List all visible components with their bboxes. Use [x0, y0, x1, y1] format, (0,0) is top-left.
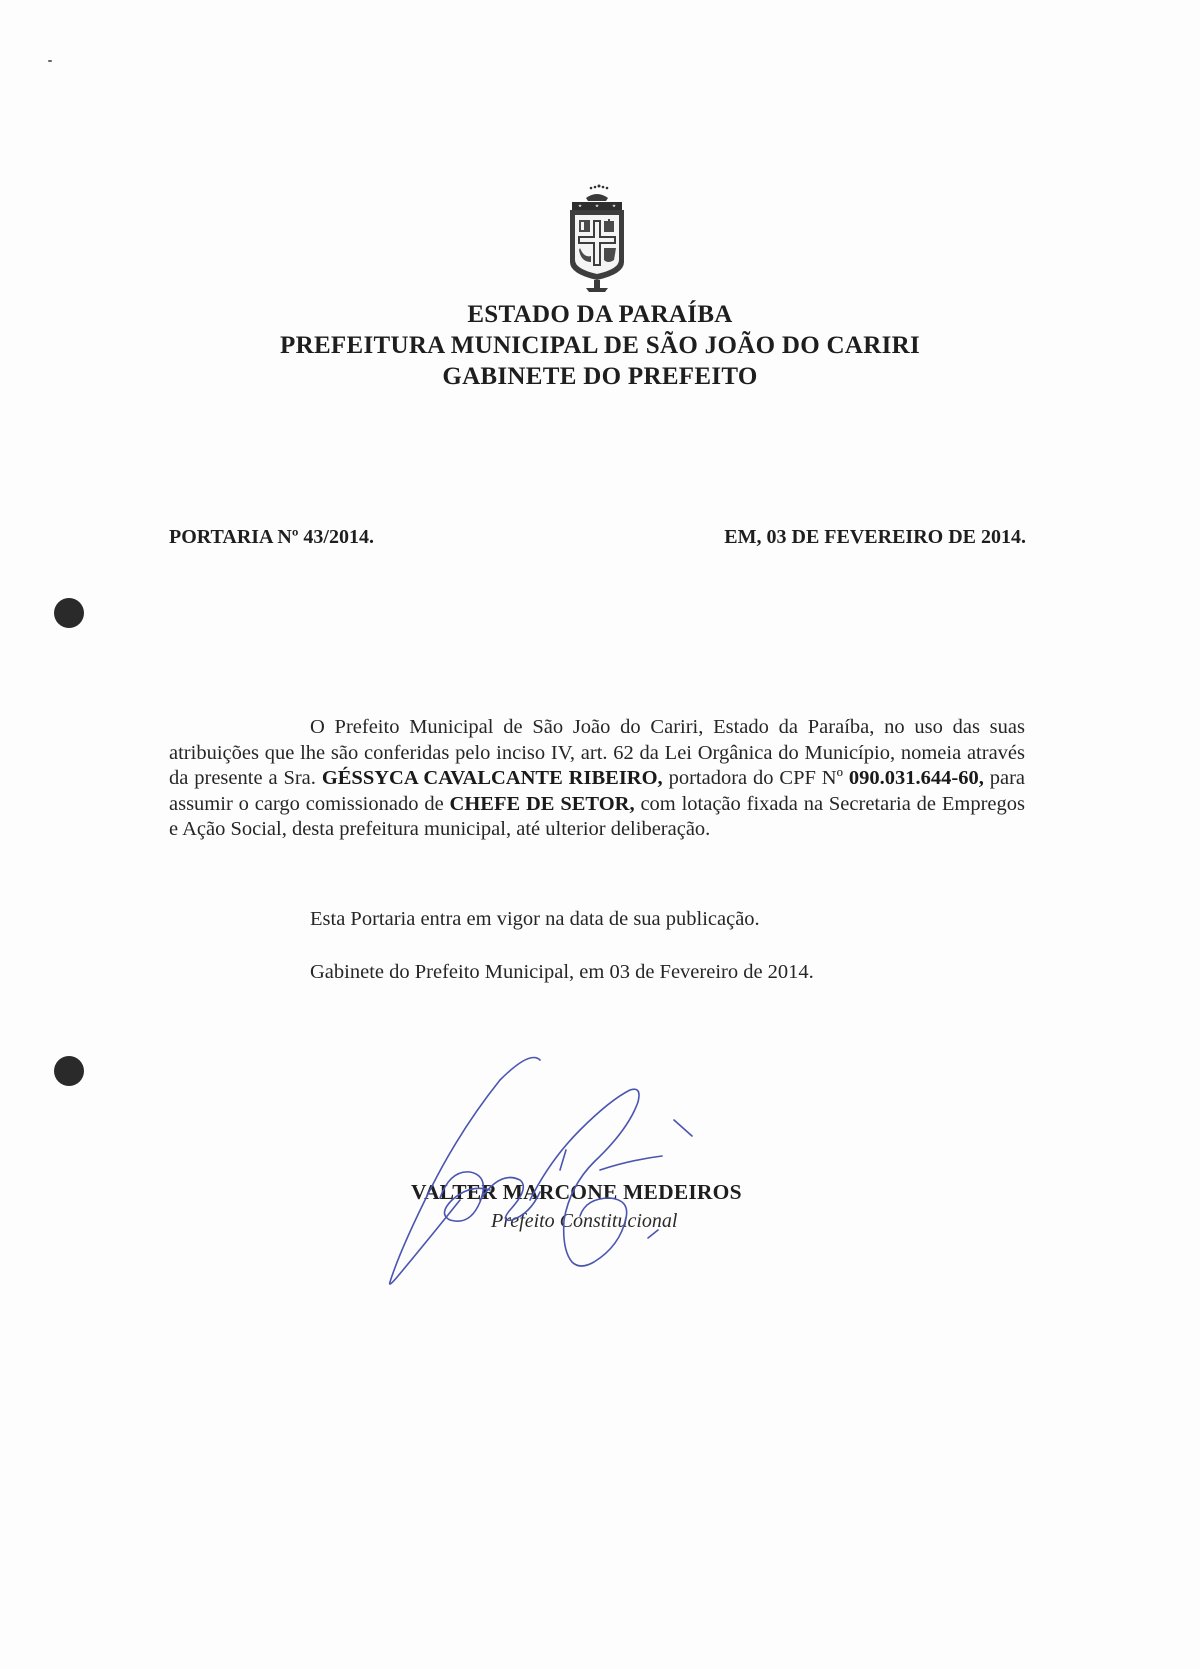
punch-hole-top	[54, 598, 84, 628]
punch-hole-bottom	[54, 1056, 84, 1086]
place-date-paragraph: Gabinete do Prefeito Municipal, em 03 de Fevereiro de 2014.	[310, 961, 814, 983]
main-paragraph	[169, 715, 1025, 843]
signer-name: VALTER MARCONE MEDEIROS	[411, 1180, 742, 1204]
handwritten-signature	[380, 1050, 720, 1290]
paragraph-text-role-label: para assumir o cargo comissionado de	[169, 767, 1026, 815]
paragraph-text-closing: com lotação fixada na Secretaria de Empregos e Ação Social, desta prefeitura municipal, até ulterior deliberação.	[169, 792, 1026, 840]
signer-title: Prefeito Constitucional	[491, 1210, 678, 1232]
header-state: ESTADO DA PARAÍBA	[467, 301, 733, 328]
effective-date-paragraph: Esta Portaria entra em vigor na data de sua publicação.	[310, 908, 760, 930]
header-municipality: PREFEITURA MUNICIPAL DE SÃO JOÃO DO CARIRI	[280, 332, 920, 359]
paragraph-text-intro: O Prefeito Municipal de São João do Cariri, Estado da Paraíba, no uso das suas atribuições que lhe são conferidas pelo inciso IV, art. 62 da Lei Orgânica do Município, nomeia através da presente a Sra.	[169, 716, 1025, 789]
appointee-cpf: 090.031.644-60,	[848, 767, 984, 789]
header-office: GABINETE DO PREFEITO	[442, 363, 758, 390]
scan-speck	[48, 60, 52, 62]
municipal-coat-of-arms	[550, 184, 644, 294]
portaria-date: EM, 03 DE FEVEREIRO DE 2014.	[724, 526, 1026, 548]
paragraph-text-cpf-label: portadora do CPF Nº	[662, 767, 849, 789]
appointee-name: GÉSSYCA CAVALCANTE RIBEIRO,	[321, 767, 663, 789]
appointee-role: CHEFE DE SETOR,	[449, 792, 635, 815]
portaria-number: PORTARIA Nº 43/2014.	[169, 526, 374, 548]
letterhead	[0, 299, 1200, 392]
